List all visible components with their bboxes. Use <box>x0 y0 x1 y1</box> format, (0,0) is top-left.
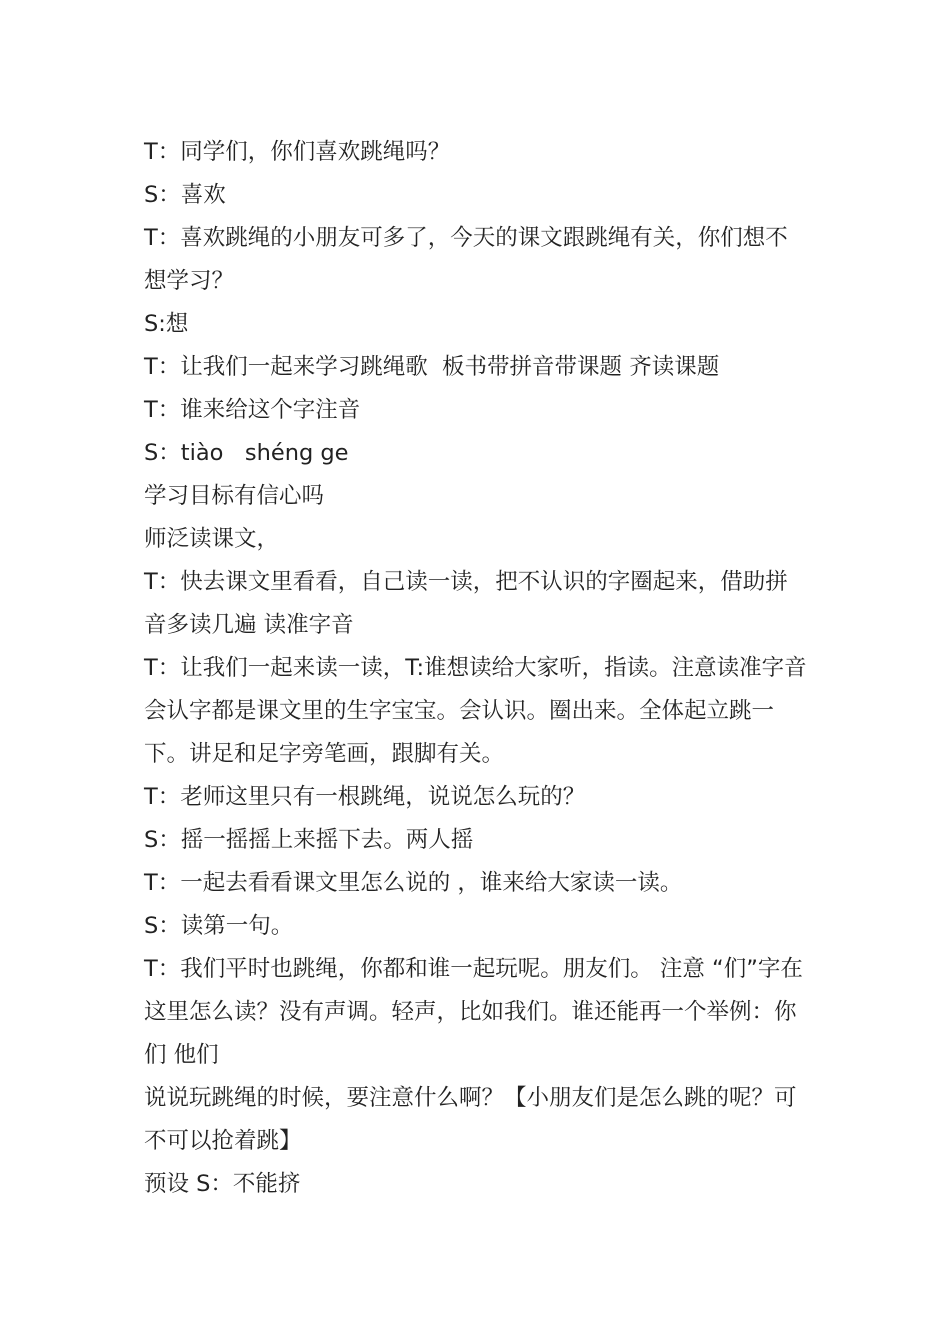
paragraph-14: T：一起去看看课文里怎么说的 ，谁来给大家读一读。 <box>144 870 683 896</box>
paragraph-3: T：喜欢跳绳的小朋友可多了，今天的课文跟跳绳有关，你们想不想学习？ <box>144 225 788 294</box>
paragraph-15: S：读第一句。 <box>144 913 294 939</box>
paragraph-5: T：让我们一起来学习跳绳歌 板书带拼音带课题 齐读课题 <box>144 354 720 380</box>
document-body <box>144 131 809 1206</box>
paragraph-18: 预设 S：不能挤 <box>144 1171 301 1197</box>
paragraph-4: S:想 <box>144 311 189 337</box>
paragraph-6: T：谁来给这个字注音 <box>144 397 361 423</box>
paragraph-1: T：同学们，你们喜欢跳绳吗？ <box>144 139 451 165</box>
paragraph-16: T：我们平时也跳绳，你都和谁一起玩呢。朋友们。 注意 “们”字在这里怎么读？没有声调。轻声，比如我们。谁还能再一个举例：你们 他们 <box>144 956 803 1068</box>
paragraph-2: S：喜欢 <box>144 182 226 208</box>
paragraph-7: S：tiào shéng ge <box>144 440 349 466</box>
paragraph-11: T：让我们一起来读一读，T:谁想读给大家听，指读。注意读准字音会认字都是课文里的生字宝宝。会认识。圈出来。全体起立跳一下。讲足和足字旁笔画，跟脚有关。 <box>144 655 807 767</box>
paragraph-10: T：快去课文里看看，自己读一读，把不认识的字圈起来，借助拼音多读几遍 读准字音 <box>144 569 788 638</box>
paragraph-12: T：老师这里只有一根跳绳，说说怎么玩的？ <box>144 784 586 810</box>
paragraph-8: 学习目标有信心吗 <box>144 483 325 509</box>
paragraph-13: S：摇一摇摇上来摇下去。两人摇 <box>144 827 474 853</box>
paragraph-17: 说说玩跳绳的时候，要注意什么啊？【小朋友们是怎么跳的呢？可不可以抢着跳】 <box>144 1085 797 1154</box>
paragraph-9: 师泛读课文， <box>144 526 280 552</box>
